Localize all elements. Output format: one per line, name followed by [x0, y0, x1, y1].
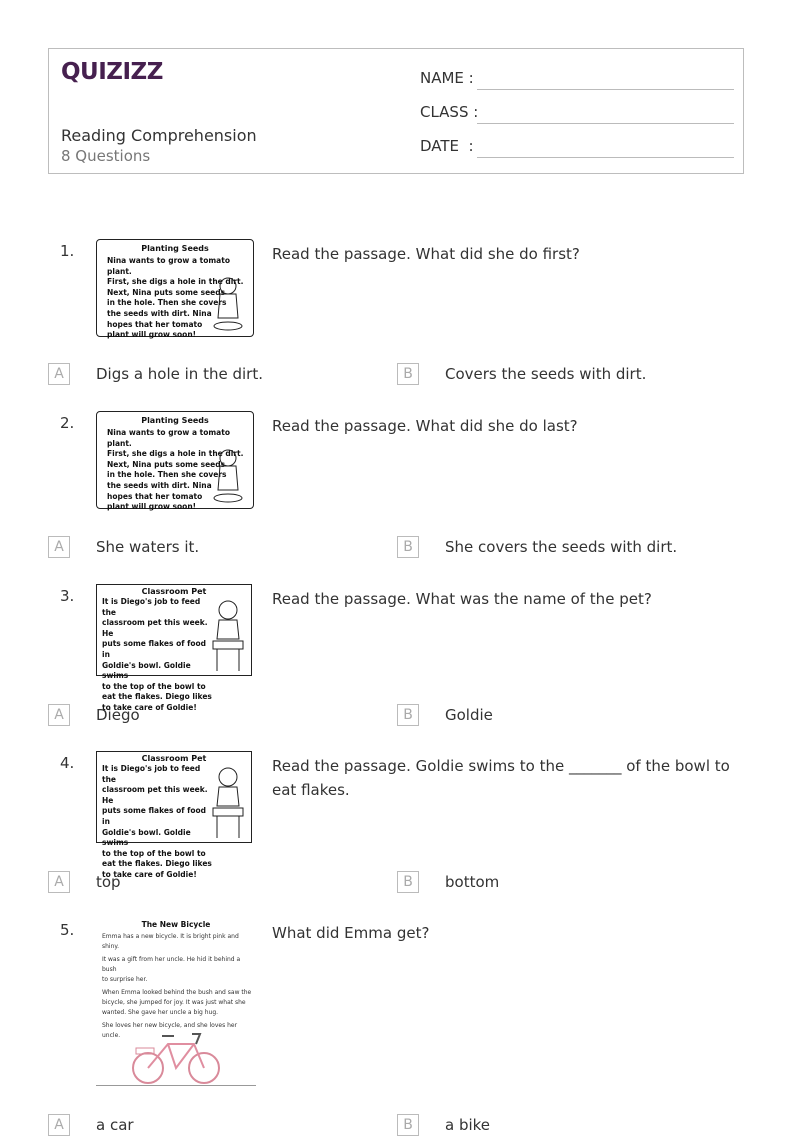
passage-line: bicycle, she jumped for joy. It was just what she: [102, 999, 246, 1006]
option-letter-box[interactable]: B: [397, 704, 419, 726]
passage-card: [96, 239, 254, 340]
passage-text: [102, 597, 212, 714]
passage-line: Next, Nina puts some seeds: [107, 459, 226, 469]
passage-line: Next, Nina puts some seeds: [107, 287, 226, 297]
passage-line: in the hole. Then she covers: [107, 470, 227, 480]
option-letter-box[interactable]: A: [48, 536, 70, 558]
option-letter-box[interactable]: B: [397, 1114, 419, 1136]
passage-line: hopes that her tomato: [107, 319, 203, 329]
option-text: bottom: [445, 873, 500, 891]
boy-at-desk-illustration: [211, 766, 245, 840]
option-text: Digs a hole in the dirt.: [96, 365, 263, 383]
option-letter-box[interactable]: A: [48, 704, 70, 726]
name-field[interactable]: [420, 69, 734, 91]
option-text: She covers the seeds with dirt.: [445, 538, 678, 556]
passage-line: puts some flakes of food in: [102, 806, 207, 826]
passage-card: [96, 411, 254, 512]
option-text: top: [96, 873, 121, 891]
passage-title: The New Bicycle: [141, 920, 211, 929]
option-text: Goldie: [445, 706, 493, 724]
boy-at-desk-illustration: [211, 599, 245, 673]
passage-line: It was a gift from her uncle. He hid it behind a bush: [102, 956, 241, 973]
question-number: 2.: [60, 414, 75, 432]
passage-title: Classroom Pet: [141, 587, 207, 596]
option-letter-box[interactable]: B: [397, 871, 419, 893]
passage-text: [102, 764, 212, 881]
passage-line: puts some flakes of food in: [102, 639, 207, 659]
question-text: Read the passage. Goldie swims to the _______ of the bowl to eat flakes.: [272, 757, 730, 799]
name-label: NAME :: [420, 69, 474, 87]
passage-line: It is Diego's job to feed the: [102, 597, 201, 617]
passage-line: Nina wants to grow a tomato plant.: [107, 428, 230, 448]
passage-line: to surprise her.: [102, 976, 148, 983]
girl-planting-illustration: [213, 276, 243, 332]
passage-line: Emma has a new bicycle. It is bright pink and shiny.: [102, 933, 239, 950]
passage-card: [96, 751, 252, 879]
option-text: Diego: [96, 706, 140, 724]
passage-line: First, she digs a hole in the dirt.: [107, 449, 244, 459]
option-letter-box[interactable]: A: [48, 363, 70, 385]
passage-line: hopes that her tomato: [107, 491, 203, 501]
worksheet-title: Reading Comprehension: [61, 126, 257, 145]
passage-line: to take care of Goldie!: [102, 869, 197, 879]
option-text: She waters it.: [96, 538, 200, 556]
passage-card: [96, 918, 256, 1086]
passage-line: When Emma looked behind the bush and saw the: [102, 989, 252, 996]
passage-line: It is Diego's job to feed the: [102, 764, 201, 784]
pink-bicycle-illustration: [130, 1028, 224, 1086]
passage-line: Goldie's bowl. Goldie swims: [102, 827, 191, 848]
passage-line: First, she digs a hole in the dirt.: [107, 277, 244, 287]
question-text: Read the passage. What did she do first?: [272, 245, 580, 263]
option-letter-box[interactable]: B: [397, 363, 419, 385]
option-text: Covers the seeds with dirt.: [445, 365, 647, 383]
date-field[interactable]: [420, 137, 734, 159]
passage-line: to the top of the bowl to: [102, 848, 206, 858]
passage-line: plant will grow soon!: [107, 502, 197, 512]
passage-line: the seeds with dirt. Nina: [107, 480, 212, 490]
passage-line: She loves her new bicycle, and she loves her uncle.: [102, 1022, 238, 1039]
option-text: a bike: [445, 1116, 491, 1134]
passage-text: [102, 932, 254, 1041]
question-number: 1.: [60, 242, 75, 260]
passage-title: Classroom Pet: [141, 754, 207, 763]
question-count: 8 Questions: [61, 147, 151, 165]
passage-line: Goldie's bowl. Goldie swims: [102, 660, 191, 681]
passage-line: plant will grow soon!: [107, 330, 197, 340]
passage-line: in the hole. Then she covers: [107, 298, 227, 308]
option-text: a car: [96, 1116, 134, 1134]
passage-card: [96, 584, 252, 712]
passage-line: wanted. She gave her uncle a big hug.: [102, 1009, 219, 1016]
passage-line: the seeds with dirt. Nina: [107, 308, 212, 318]
worksheet-header: [48, 48, 744, 174]
question-text: What did Emma get?: [272, 924, 430, 942]
option-letter-box[interactable]: A: [48, 1114, 70, 1136]
option-letter-box[interactable]: A: [48, 871, 70, 893]
quizizz-logo: QUIZIZZ: [61, 59, 163, 85]
class-label: CLASS :: [420, 103, 479, 121]
passage-line: classroom pet this week. He: [102, 785, 208, 805]
passage-line: to take care of Goldie!: [102, 702, 197, 712]
name-line[interactable]: [477, 89, 734, 90]
passage-line: eat the flakes. Diego likes: [102, 692, 212, 702]
class-line[interactable]: [477, 123, 734, 124]
passage-title: Planting Seeds: [141, 416, 209, 425]
passage-line: classroom pet this week. He: [102, 618, 208, 638]
question-text: Read the passage. What was the name of the pet?: [272, 590, 652, 608]
date-line[interactable]: [477, 157, 734, 158]
question-number: 5.: [60, 921, 75, 939]
girl-planting-illustration: [213, 448, 243, 504]
passage-title: Planting Seeds: [141, 244, 209, 253]
date-label: DATE :: [420, 137, 474, 155]
question-number: 3.: [60, 587, 75, 605]
option-letter-box[interactable]: B: [397, 536, 419, 558]
class-field[interactable]: [420, 103, 734, 125]
question-text: Read the passage. What did she do last?: [272, 417, 578, 435]
passage-line: Nina wants to grow a tomato plant.: [107, 256, 230, 276]
question-number: 4.: [60, 754, 75, 772]
passage-line: to the top of the bowl to: [102, 681, 206, 691]
passage-line: eat the flakes. Diego likes: [102, 859, 212, 869]
